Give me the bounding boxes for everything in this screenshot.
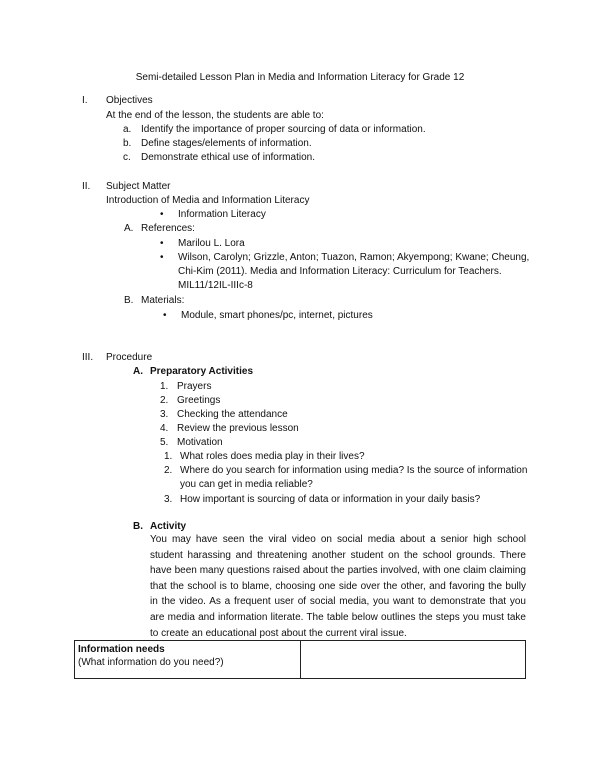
materials-marker: B. bbox=[124, 295, 134, 306]
table-row bbox=[75, 641, 526, 679]
reference-item-code: MIL11/12IL-IIIc-8 bbox=[178, 280, 253, 291]
preparatory-heading: Preparatory Activities bbox=[150, 366, 254, 377]
step-item: Greetings bbox=[177, 395, 221, 406]
step-item: Review the previous lesson bbox=[177, 423, 299, 434]
table-cell-label bbox=[75, 641, 301, 679]
page-title: Semi-detailed Lesson Plan in Media and Information Literacy for Grade 12 bbox=[135, 72, 465, 83]
step-marker: 5. bbox=[160, 437, 169, 448]
step-item: Checking the attendance bbox=[177, 409, 288, 420]
question-item: Where do you search for information using media? Is the source of information bbox=[180, 465, 528, 476]
objective-item: Define stages/elements of information. bbox=[141, 138, 312, 149]
objectives-intro: At the end of the lesson, the students are able to: bbox=[106, 110, 324, 121]
materials-label: Materials: bbox=[141, 295, 185, 306]
table-cell-answer bbox=[301, 641, 526, 679]
preparatory-marker: A. bbox=[133, 366, 143, 377]
question-item-continued: you can get in media reliable? bbox=[180, 479, 313, 490]
activity-heading: Activity bbox=[150, 521, 187, 532]
info-needs-subtext: (What information do you need?) bbox=[78, 657, 224, 668]
reference-item: Wilson, Carolyn; Grizzle, Anton; Tuazon, Ramon; Akyempong; Kwane; Cheung, bbox=[178, 252, 530, 263]
section-1-heading: Objectives bbox=[106, 95, 153, 106]
objective-marker: c. bbox=[123, 152, 131, 163]
information-table bbox=[74, 640, 526, 679]
references-marker: A. bbox=[124, 223, 134, 234]
step-marker: 3. bbox=[160, 409, 169, 420]
references-label: References: bbox=[141, 223, 195, 234]
materials-item: Module, smart phones/pc, internet, pictures bbox=[181, 310, 373, 321]
subject-topic: Introduction of Media and Information Literacy bbox=[106, 195, 310, 206]
reference-item-continued: Chi-Kim (2011). Media and Information Literacy: Curriculum for Teachers. bbox=[178, 266, 502, 277]
section-2-number: II. bbox=[82, 181, 91, 192]
section-1-number: I. bbox=[82, 95, 88, 106]
question-marker: 3. bbox=[164, 494, 173, 505]
section-3-number: III. bbox=[82, 352, 94, 363]
step-item: Prayers bbox=[177, 381, 212, 392]
question-item: What roles does media play in their lives? bbox=[180, 451, 365, 462]
objective-marker: b. bbox=[123, 138, 132, 149]
objective-marker: a. bbox=[123, 124, 132, 135]
question-marker: 1. bbox=[164, 451, 173, 462]
reference-item: Marilou L. Lora bbox=[178, 238, 245, 249]
objective-item: Demonstrate ethical use of information. bbox=[141, 152, 315, 163]
step-marker: 2. bbox=[160, 395, 169, 406]
objective-item: Identify the importance of proper sourcing of data or information. bbox=[141, 124, 426, 135]
step-marker: 1. bbox=[160, 381, 169, 392]
info-needs-heading: Information needs bbox=[78, 644, 165, 655]
bullet-icon: • bbox=[160, 252, 164, 263]
question-marker: 2. bbox=[164, 465, 173, 476]
bullet-icon: • bbox=[160, 209, 164, 220]
question-item: How important is sourcing of data or information in your daily basis? bbox=[180, 494, 481, 505]
bullet-icon: • bbox=[160, 238, 164, 249]
activity-paragraph: You may have seen the viral video on social media about a senior high school student harassing and threatening another student on the school grounds. There have been many questions raised about the parties involved, with one claim claiming that the school is to blame, choosing one side over the other, and favoring the bully in the video. As a frequent user of social media, you want to demonstrate that you are media and information literate. The table below outlines the steps you must take to create an educational post about the current viral issue. bbox=[150, 534, 526, 639]
section-3-heading: Procedure bbox=[106, 352, 153, 363]
section-2-heading: Subject Matter bbox=[106, 181, 171, 192]
step-marker: 4. bbox=[160, 423, 169, 434]
bullet-icon: • bbox=[163, 310, 167, 321]
activity-marker: B. bbox=[133, 521, 143, 532]
step-item: Motivation bbox=[177, 437, 223, 448]
subject-bullet-item: Information Literacy bbox=[178, 209, 266, 220]
